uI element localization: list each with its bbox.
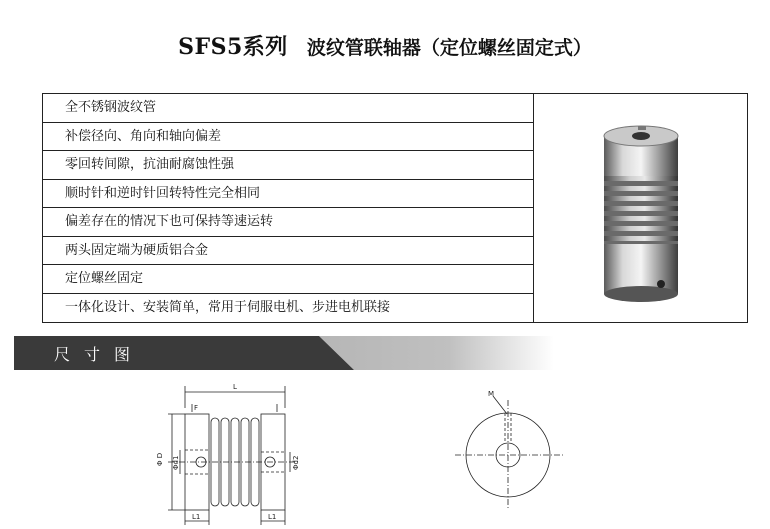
dim-label-d2: Φd2 xyxy=(292,455,300,470)
feature-item: 零回转间隙，抗油耐腐蚀性强 xyxy=(43,151,533,180)
dim-label-D: Φ D xyxy=(156,452,164,466)
series-name: SFS5系列 xyxy=(178,34,288,60)
section-label: 尺寸图 xyxy=(54,345,145,364)
side-view-drawing xyxy=(455,388,585,523)
feature-item: 顺时针和逆时针回转特性完全相同 xyxy=(43,180,533,209)
front-view-drawing xyxy=(140,380,315,529)
product-name: 波纹管联轴器（定位螺丝固定式） xyxy=(306,37,592,59)
dim-label-L1-right: L1 xyxy=(268,513,277,521)
feature-item: 补偿径向、角向和轴向偏差 xyxy=(43,123,533,152)
page-title xyxy=(0,30,770,61)
product-photo-cell xyxy=(534,94,747,322)
feature-item: 一体化设计、安装简单，常用于伺服电机、步进电机联接 xyxy=(65,299,391,315)
dim-label-L: L xyxy=(233,383,237,391)
dim-label-L1-left: L1 xyxy=(192,513,201,521)
feature-item: 两头固定端为硬质铝合金 xyxy=(43,237,533,266)
dim-label-d1: Φd1 xyxy=(172,455,180,470)
feature-table xyxy=(42,93,748,323)
feature-item: 偏差存在的情况下也可保持等速运转 xyxy=(43,208,533,237)
dim-label-M: M xyxy=(488,390,495,398)
dim-label-F: F xyxy=(194,404,199,412)
feature-item: 定位螺丝固定 xyxy=(43,265,533,294)
section-header xyxy=(14,336,554,370)
feature-item: 全不锈钢波纹管 xyxy=(43,94,533,123)
coupling-photo xyxy=(534,94,747,322)
feature-list xyxy=(43,94,534,322)
